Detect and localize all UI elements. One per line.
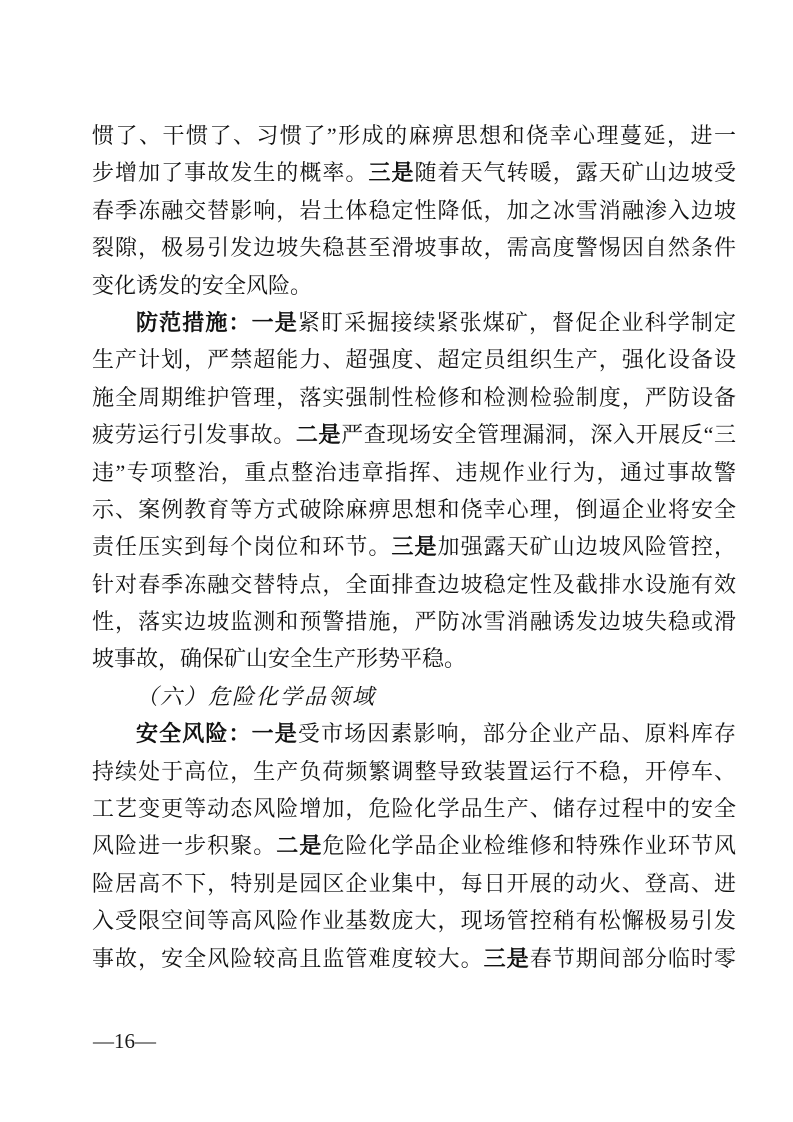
- body-text: 受市场因素影响，部分企业产品、原料库存: [297, 721, 736, 747]
- emphasis-text: 二是: [276, 833, 323, 859]
- text-line: [92, 528, 736, 565]
- body-text: 违”专项整治，重点整治违章指挥、违规作业行为，通过事故警: [92, 459, 736, 485]
- text-line: [92, 192, 736, 229]
- body-text: 变化诱发的安全风险。: [92, 272, 313, 298]
- text-line: [92, 790, 736, 827]
- text-line: [92, 640, 736, 677]
- text-line: [92, 117, 736, 154]
- text-line: [92, 940, 736, 977]
- emphasis-text: 二是: [295, 422, 342, 448]
- text-line: [92, 865, 736, 902]
- text-line: [92, 379, 736, 416]
- body-text: 工艺变更等动态风险增加，危险化学品生产、储存过程中的安全: [92, 796, 736, 822]
- body-text: 施全周期维护管理，落实强制性检修和检测检验制度，严防设备: [92, 384, 736, 410]
- text-line: [92, 454, 736, 491]
- emphasis-text: 安全风险：一是: [136, 721, 298, 747]
- body-text: 紧盯采掘接续紧张煤矿，督促企业科学制定: [297, 309, 736, 335]
- text-line: [92, 491, 736, 528]
- document-body: [92, 117, 736, 977]
- body-text: 步增加了事故发生的概率。: [92, 160, 369, 186]
- text-line: [92, 603, 736, 640]
- text-line: [92, 753, 736, 790]
- body-text: 随着天气转暖，露天矿山边坡受: [414, 160, 736, 186]
- body-text: 裂隙，极易引发边坡失稳甚至滑坡事故，需高度警惕因自然条件: [92, 235, 736, 261]
- text-line: [92, 229, 736, 266]
- body-text: 惯了、干惯了、习惯了”形成的麻痹思想和侥幸心理蔓延，进一: [92, 123, 736, 148]
- page-number: —16—: [93, 1029, 156, 1053]
- text-line: [92, 267, 736, 304]
- body-text: 疲劳运行引发事故。: [92, 422, 296, 448]
- text-line: [92, 715, 736, 752]
- text-line: [92, 304, 736, 341]
- text-line: [92, 154, 736, 191]
- emphasis-text: 防范措施：一是: [136, 309, 298, 335]
- body-text: 持续处于高位，生产负荷频繁调整导致装置运行不稳，开停车、: [92, 758, 736, 784]
- emphasis-text: 三是: [391, 534, 438, 560]
- body-text: 险居高不下，特别是园区企业集中，每日开展的动火、登高、进: [92, 870, 736, 896]
- body-text: 责任压实到每个岗位和环节。: [92, 534, 392, 560]
- body-text: 严查现场安全管理漏洞，深入开展反“三: [341, 422, 736, 448]
- emphasis-text: 三是: [368, 160, 415, 186]
- body-text: 风险进一步积聚。: [92, 833, 277, 859]
- section-heading: [92, 678, 736, 715]
- text-line: [92, 827, 736, 864]
- body-text: 坡事故，确保矿山安全生产形势平稳。: [92, 646, 467, 672]
- body-text: 生产计划，严禁超能力、超强度、超定员组织生产，强化设备设: [92, 347, 736, 373]
- body-text: 入受限空间等高风险作业基数庞大，现场管控稍有松懈极易引发: [92, 908, 736, 934]
- body-text: 加强露天矿山边坡风险管控，: [437, 534, 736, 560]
- text-line: [92, 416, 736, 453]
- body-text: 春节期间部分临时零: [529, 945, 736, 971]
- body-text: （六）危险化学品领域: [136, 683, 377, 709]
- body-text: 春季冻融交替影响，岩土体稳定性降低，加之冰雪消融渗入边坡: [92, 197, 736, 223]
- body-text: 针对春季冻融交替特点，全面排查边坡稳定性及截排水设施有效: [92, 571, 736, 597]
- text-line: [92, 566, 736, 603]
- text-line: [92, 902, 736, 939]
- emphasis-text: 三是: [483, 945, 530, 971]
- body-text: 示、案例教育等方式破除麻痹思想和侥幸心理，倒逼企业将安全: [92, 496, 736, 522]
- body-text: 性，落实边坡监测和预警措施，严防冰雪消融诱发边坡失稳或滑: [92, 609, 736, 635]
- body-text: 危险化学品企业检维修和特殊作业环节风: [322, 833, 736, 859]
- text-line: [92, 341, 736, 378]
- body-text: 事故，安全风险较高且监管难度较大。: [92, 945, 484, 971]
